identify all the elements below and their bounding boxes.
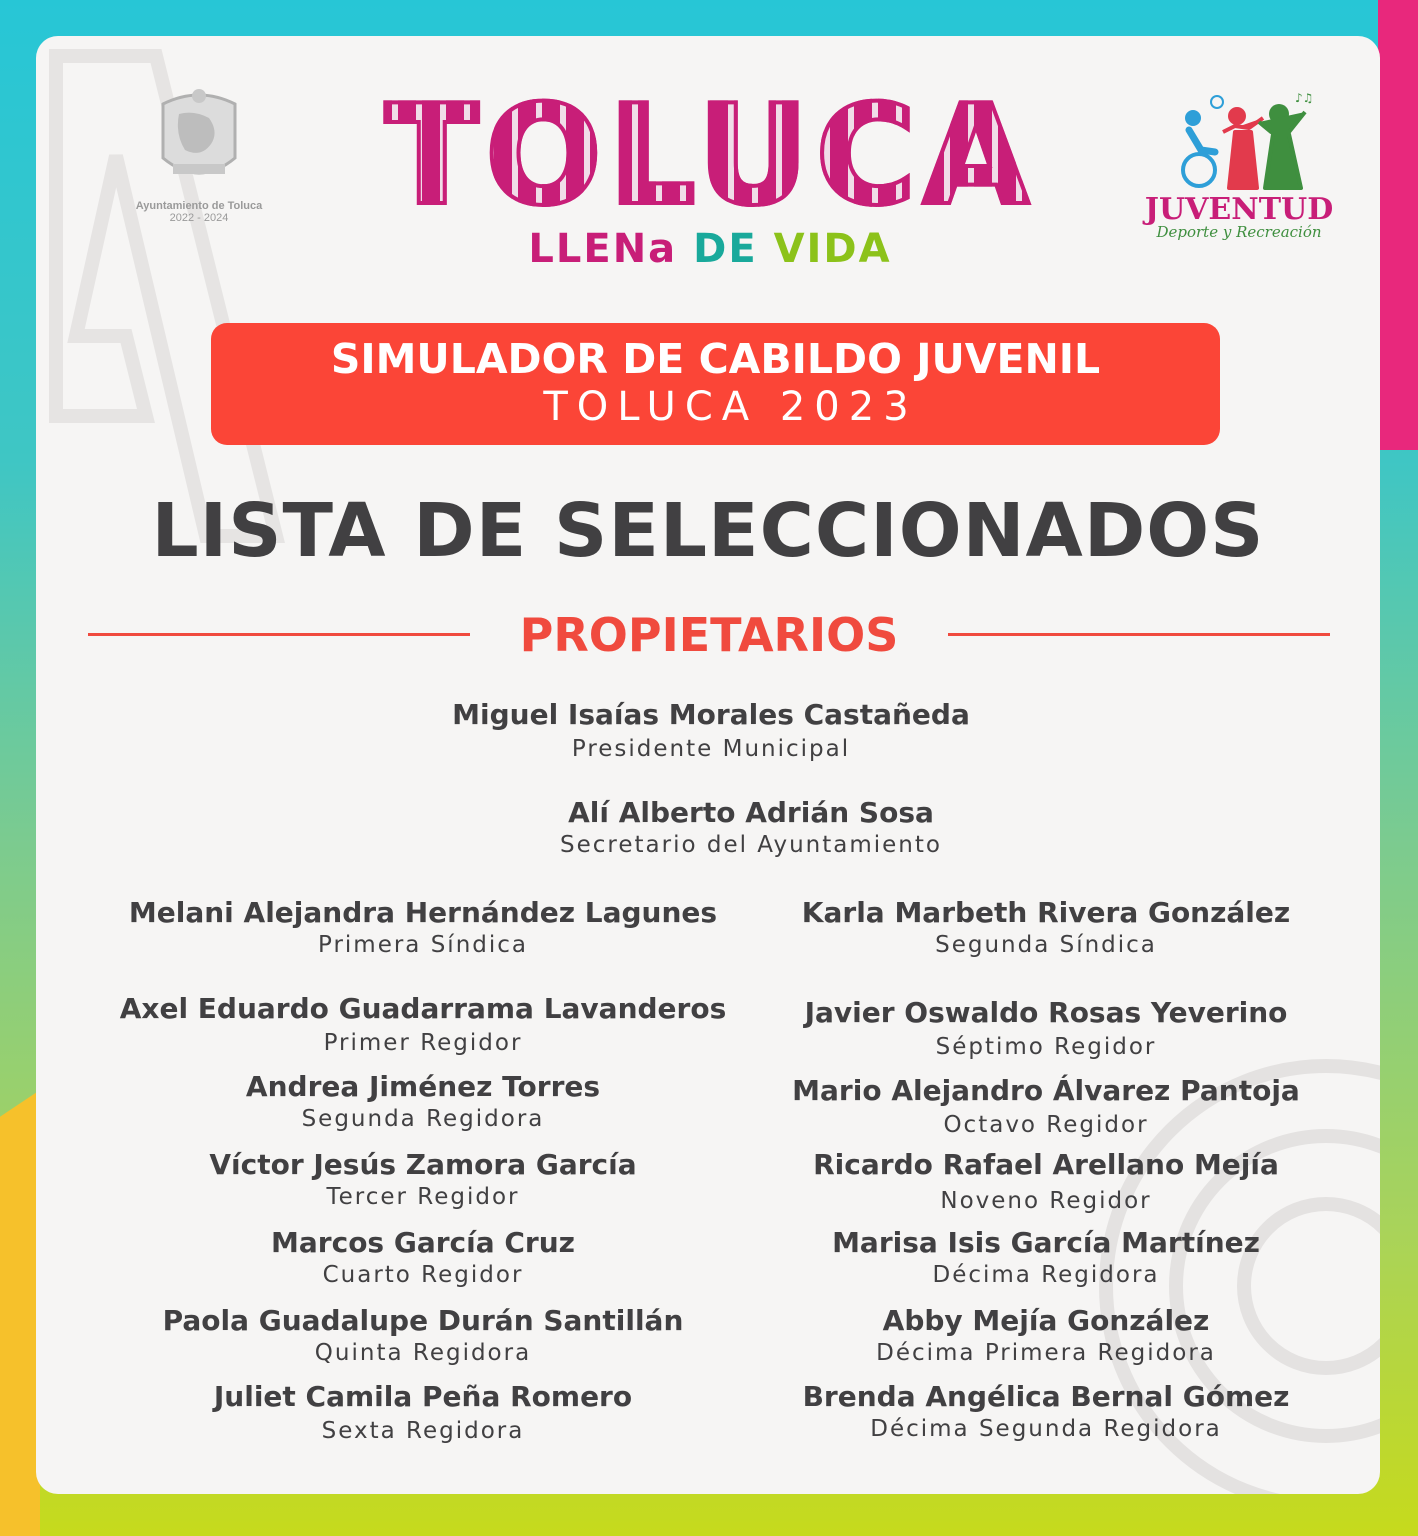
person-name: Melani Alejandra Hernández Lagunes — [128, 896, 718, 929]
poster-card — [36, 36, 1380, 1494]
list-item — [376, 698, 1046, 764]
seal-years: 2022 - 2024 — [169, 212, 229, 224]
list-item — [760, 896, 1332, 960]
section-title: PROPIETARIOS — [519, 608, 899, 662]
section-header — [88, 608, 1330, 664]
person-role: Segunda Regidora — [301, 1106, 545, 1132]
person-name: Karla Marbeth Rivera González — [801, 896, 1291, 929]
banner-subtitle: TOLUCA 2023 — [543, 384, 918, 430]
list-item — [76, 992, 770, 1058]
list-item — [76, 1148, 770, 1212]
tagline-word-2: DE — [693, 226, 758, 272]
person-role: Presidente Municipal — [571, 736, 851, 762]
banner-title: SIMULADOR DE CABILDO JUVENIL — [330, 335, 1101, 383]
person-name: Brenda Angélica Bernal Gómez — [802, 1380, 1290, 1413]
list-item — [76, 896, 770, 960]
event-banner — [211, 323, 1220, 445]
brand-wordmark: TOLUCA — [350, 86, 1070, 226]
person-role: Primer Regidor — [323, 1030, 523, 1056]
person-role: Quinta Regidora — [314, 1340, 532, 1366]
pink-corner-decoration — [1378, 0, 1418, 450]
juventud-subtitle: Deporte y Recreación — [1156, 223, 1322, 241]
list-item — [416, 796, 1086, 860]
list-item — [76, 1226, 770, 1290]
person-role: Tercer Regidor — [326, 1184, 520, 1210]
person-name: Marcos García Cruz — [271, 1226, 575, 1259]
person-role: Cuarto Regidor — [322, 1262, 524, 1288]
list-item — [760, 1380, 1332, 1444]
person-role: Décima Regidora — [932, 1262, 1160, 1288]
person-name: Alí Alberto Adrián Sosa — [568, 796, 934, 829]
youth-figures-icon — [1159, 92, 1319, 192]
list-item — [760, 996, 1332, 1062]
tagline-word-3: VIDA — [773, 226, 892, 272]
person-name: Marisa Isis García Martínez — [832, 1226, 1260, 1259]
list-item — [760, 1304, 1332, 1368]
person-role: Primera Síndica — [317, 932, 529, 958]
person-name: Andrea Jiménez Torres — [245, 1070, 601, 1103]
list-item — [760, 1226, 1332, 1290]
person-name: Axel Eduardo Guadarrama Lavanderos — [119, 992, 727, 1025]
person-name: Abby Mejía González — [882, 1304, 1210, 1337]
person-role: Sexta Regidora — [321, 1418, 525, 1444]
tagline-word-1: LLENa — [528, 226, 678, 272]
person-name: Ricardo Rafael Arellano Mejía — [813, 1148, 1279, 1181]
list-item — [76, 1304, 770, 1368]
person-name: Javier Oswaldo Rosas Yeverino — [804, 996, 1288, 1029]
person-name: Juliet Camila Peña Romero — [213, 1380, 633, 1413]
person-name: Miguel Isaías Morales Castañeda — [452, 698, 970, 731]
juventud-logo — [1144, 92, 1334, 292]
municipal-seal — [124, 84, 274, 244]
juventud-title: JUVENTUD — [1144, 192, 1334, 227]
coat-of-arms-icon — [149, 84, 249, 194]
person-name: Paola Guadalupe Durán Santillán — [162, 1304, 684, 1337]
seal-name: Ayuntamiento de Toluca — [135, 200, 263, 212]
person-role: Segunda Síndica — [935, 932, 1157, 958]
list-item — [760, 1074, 1332, 1140]
person-role: Octavo Regidor — [943, 1112, 1149, 1138]
svg-text:♪♫: ♪♫ — [1295, 92, 1314, 105]
person-role: Noveno Regidor — [940, 1188, 1152, 1214]
person-name: Víctor Jesús Zamora García — [209, 1148, 637, 1181]
section-divider-right — [948, 633, 1330, 636]
yellow-corner-decoration — [0, 1090, 40, 1536]
list-item — [76, 1070, 770, 1134]
person-name: Mario Alejandro Álvarez Pantoja — [792, 1074, 1300, 1107]
person-role: Séptimo Regidor — [935, 1034, 1157, 1060]
person-role: Décima Primera Regidora — [876, 1340, 1216, 1366]
list-item — [76, 1380, 770, 1446]
list-item — [760, 1148, 1332, 1216]
person-role: Décima Segunda Regidora — [870, 1416, 1222, 1442]
page-title: LISTA DE SELECCIONADOS — [151, 488, 1265, 574]
toluca-brand — [350, 75, 1070, 272]
person-role: Secretario del Ayuntamiento — [560, 832, 942, 858]
